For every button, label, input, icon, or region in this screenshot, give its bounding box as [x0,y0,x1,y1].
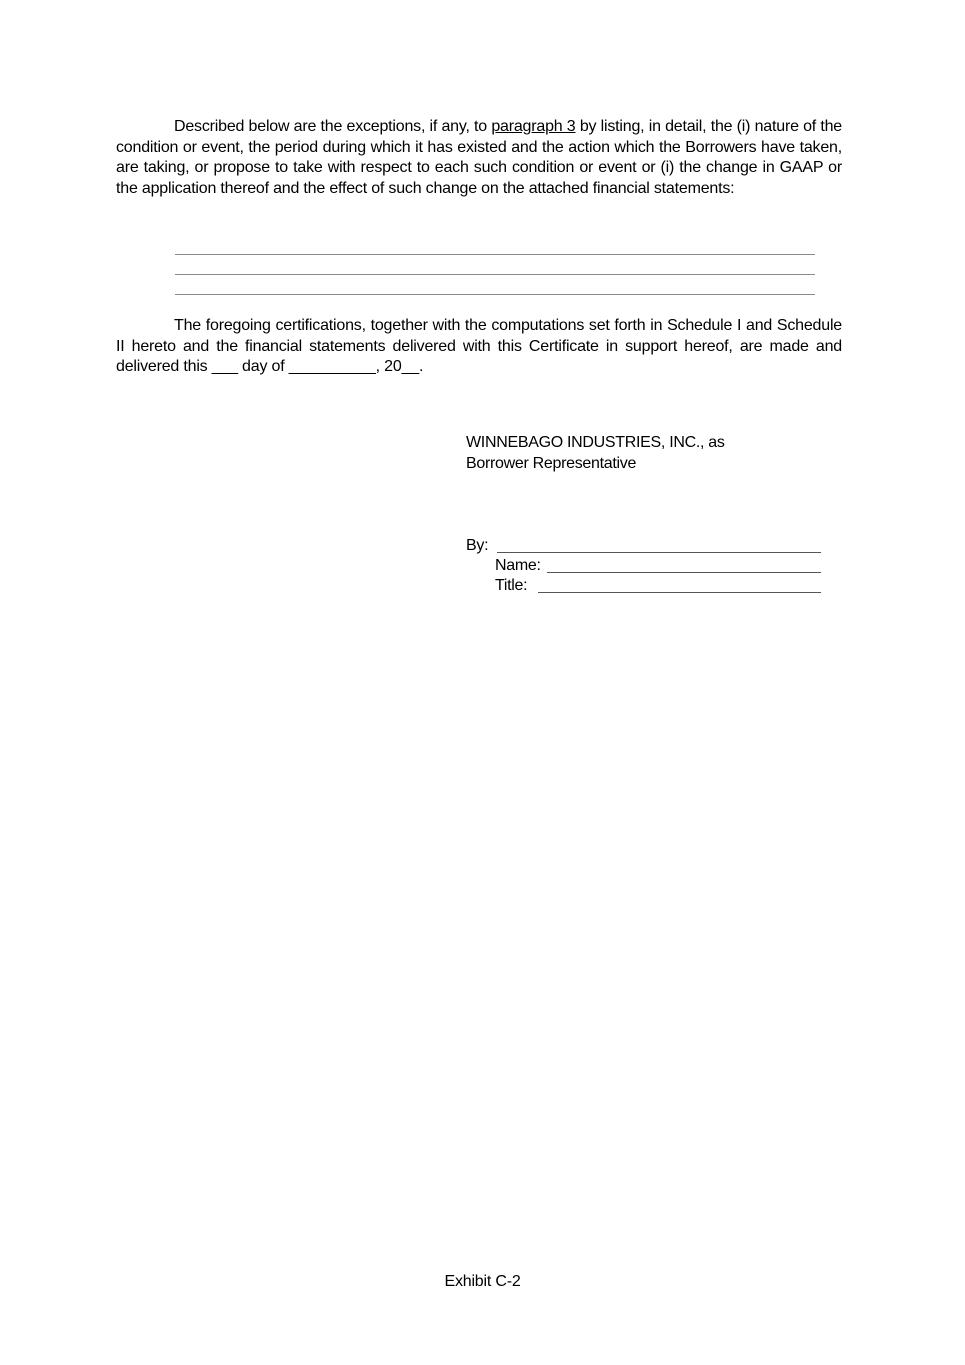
certification-paragraph: The foregoing certifications, together with the computations set forth in Schedule I and Schedule II hereto and the financial statements delivered with this Certificate in support hereof, are made and delivered this ___ day of __________, 20__. [116,317,842,375]
name-signature-line [495,556,825,576]
page-footer: Exhibit C-2 [444,1273,521,1290]
name-blank [547,572,821,573]
exceptions-blank-line-1 [175,254,815,255]
name-label: Name: [495,557,541,574]
exceptions-blank-line-3 [175,294,815,295]
exceptions-text-end: by listing, in detail, the (i) nature of the condition or event, the period during which it has existed and the action which the Borrowers have taken, are taking, or propose to take with respect to each such condition or event or (i) the change in GAAP or the application thereof and the effect of such change on the attached financial statements: [116,118,843,197]
by-blank [497,552,821,553]
signatory-role: Borrower Representative [466,454,637,472]
by-signature-line [466,536,826,556]
paragraph-reference: paragraph 3 [491,118,576,135]
title-label: Title: [495,577,528,594]
exceptions-text-start: Described below are the exceptions, if any, to [174,118,492,135]
by-label: By: [466,537,489,554]
title-blank [538,592,821,593]
exceptions-paragraph [116,117,842,199]
signatory-block [466,433,826,474]
title-signature-line [495,576,825,596]
signatory-company: WINNEBAGO INDUSTRIES, INC., as [466,434,725,451]
exceptions-blank-line-2 [175,274,815,275]
